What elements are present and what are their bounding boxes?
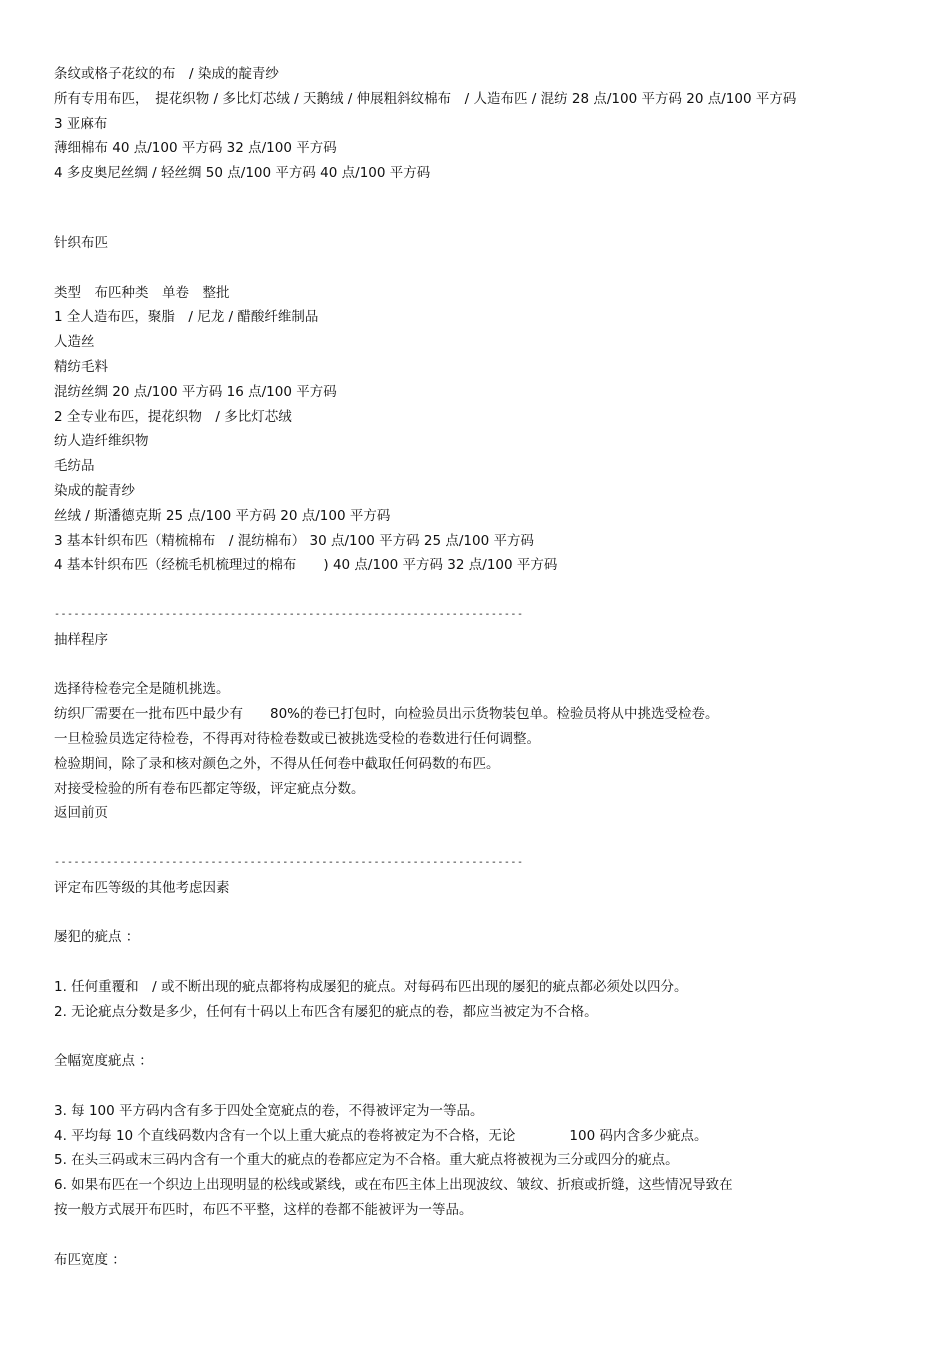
section-heading: 抽样程序 [54, 631, 108, 648]
text-line: 丝绒 / 斯潘德克斯 25 点/100 平方码 20 点/100 平方码 [54, 507, 391, 524]
text-line: 1 全人造布匹，聚脂 / 尼龙 / 醋酸纤维制品 [54, 309, 319, 326]
document-page [54, 62, 914, 1272]
text-line: 人造丝 [54, 334, 95, 351]
section-heading: 评定布匹等级的其他考虑因素 [54, 879, 230, 896]
text-line: 一旦检验员选定待检卷，不得再对待检卷数或已被挑选受检的卷数进行任何调整。 [54, 730, 540, 747]
text-line: 染成的靛青纱 [54, 482, 135, 499]
text-line: 3 亚麻布 [54, 115, 108, 132]
text-line: 纺人造纤维织物 [54, 433, 149, 450]
spacer [54, 186, 914, 231]
spacer [54, 950, 914, 975]
text-line: 对接受检验的所有卷布匹都定等级，评定疵点分数。 [54, 780, 365, 797]
text-line: 薄细棉布 40 点/100 平方码 32 点/100 平方码 [54, 140, 337, 157]
spacer [54, 1223, 914, 1248]
divider-rule: ------------------------------------------------------------------------ [54, 608, 524, 620]
list-item: 3. 每 100 平方码内含有多于四处全宽疵点的卷，不得被评定为一等品。 [54, 1102, 484, 1119]
subheading: 布匹宽度 ： [54, 1251, 126, 1268]
text-line: 选择待检卷完全是随机挑选。 [54, 681, 230, 698]
list-item-continuation: 按一般方式展开布匹时，布匹不平整，这样的卷都不能被评为一等品。 [54, 1202, 473, 1219]
list-item: 2. 无论疵点分数是多少，任何有十码以上布匹含有屡犯的疵点的卷，都应当被定为不合格。 [54, 1003, 598, 1020]
text-line: 4 基本针织布匹（经梳毛机梳理过的棉布 ) 40 点/100 平方码 32 点/100 平方码 [54, 557, 558, 574]
spacer [54, 578, 914, 603]
list-item: 1. 任何重覆和 / 或不断出现的疵点都将构成屡犯的疵点。对每码布匹出现的屡犯的疵点都必须处以四分。 [54, 978, 688, 995]
text-line: 精纺毛料 [54, 358, 108, 375]
spacer [54, 653, 914, 678]
section-heading: 针织布匹 [54, 234, 108, 251]
text-line: 混纺丝绸 20 点/100 平方码 16 点/100 平方码 [54, 383, 337, 400]
text-line: 条纹或格子花纹的布 / 染成的靛青纱 [54, 66, 279, 82]
text-line: 3 基本针织布匹（精梳棉布 / 混纺棉布） 30 点/100 平方码 25 点/100 平方码 [54, 532, 534, 549]
list-item: 4. 平均每 10 个直线码数内含有一个以上重大疵点的卷将被定为不合格，无论 100 码内含多少疵点。 [54, 1127, 708, 1144]
text-line: 毛纺品 [54, 458, 95, 475]
subheading: 屡犯的疵点 ： [54, 929, 140, 946]
spacer [54, 1024, 914, 1049]
text-line: 检验期间，除了录和核对颜色之外，不得从任何卷中截取任何码数的布匹。 [54, 755, 500, 772]
spacer [54, 826, 914, 851]
subheading: 全幅宽度疵点 ： [54, 1053, 153, 1070]
list-item: 5. 在头三码或末三码内含有一个重大的疵点的卷都应定为不合格。重大疵点将被视为三分或四分的疵点。 [54, 1152, 679, 1169]
list-item: 6. 如果布匹在一个织边上出现明显的松线或紧线，或在布匹主体上出现波纹、皱纹、折痕或折缝，这些情况导致在 [54, 1177, 733, 1194]
spacer [54, 901, 914, 926]
text-line: 所有专用布匹， 提花织物 / 多比灯芯绒 / 天鹅绒 / 伸展粗斜纹棉布 / 人造布匹 / 混纺 28 点/100 平方码 20 点/100 平方码 [54, 90, 797, 107]
text-line: 4 多皮奥尼丝绸 / 轻丝绸 50 点/100 平方码 40 点/100 平方码 [54, 165, 431, 182]
spacer [54, 1074, 914, 1099]
spacer [54, 256, 914, 281]
divider-rule: ------------------------------------------------------------------------ [54, 856, 524, 868]
table-header: 类型 布匹种类 单卷 整批 [54, 284, 230, 301]
back-link[interactable]: 返回前页 [54, 805, 108, 822]
text-line: 纺织厂需要在一批布匹中最少有 80%的卷已打包时，向检验员出示货物装包单。检验员将从中挑选受检卷。 [54, 706, 719, 723]
text-line: 2 全专业布匹，提花织物 / 多比灯芯绒 [54, 408, 292, 425]
